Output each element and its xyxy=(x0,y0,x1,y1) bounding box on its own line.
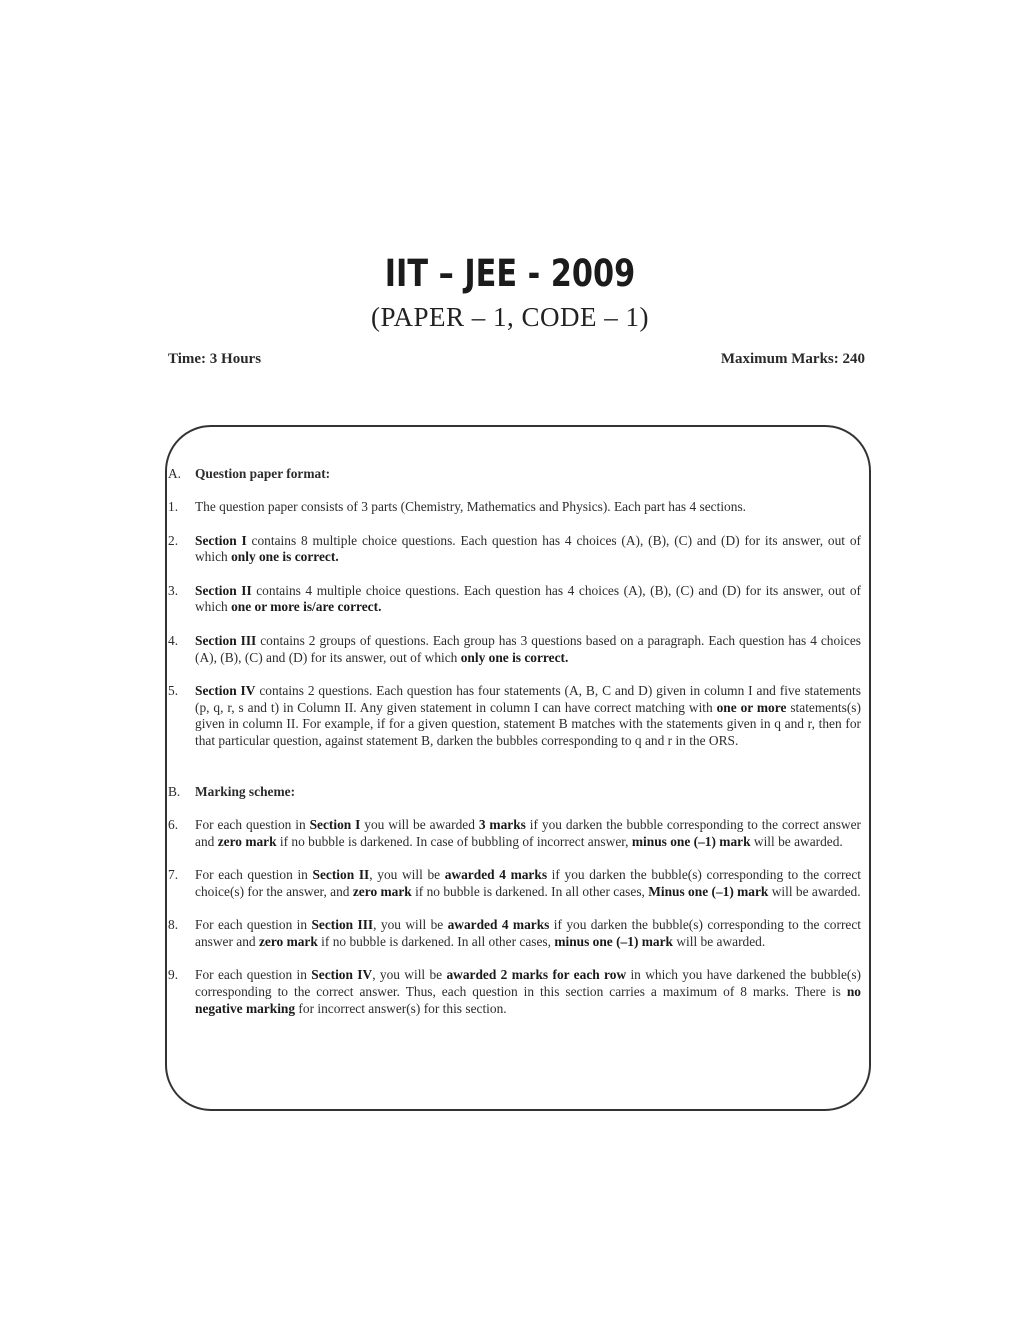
item-text xyxy=(195,917,861,951)
bold-term: Section II xyxy=(312,866,370,882)
bold-term: one or more xyxy=(716,699,787,715)
bold-term: Section II xyxy=(195,582,252,598)
text-run: , you will be xyxy=(372,967,447,983)
bold-term: one or more is/are correct. xyxy=(231,599,382,615)
exam-time: Time: 3 Hours xyxy=(168,351,262,367)
instruction-item-4 xyxy=(168,633,861,667)
text-run: contains 4 multiple choice questions. Each question has 4 choices (A), (B), (C) and (D) for its answer, out of which xyxy=(195,582,861,615)
item-text xyxy=(195,583,861,617)
item-text xyxy=(195,683,861,750)
section-a-heading xyxy=(168,466,861,483)
item-text xyxy=(195,633,861,667)
bold-term: Section I xyxy=(309,816,361,832)
text-run: if you darken the bubble corresponding to the correct answer and xyxy=(195,816,861,849)
section-b-heading xyxy=(168,784,861,801)
bold-term: zero mark xyxy=(352,883,412,899)
bold-term: awarded 2 marks for each row xyxy=(446,967,627,983)
item-text: The question paper consists of 3 parts (Chemistry, Mathematics and Physics). Each part has 4 sections. xyxy=(195,499,747,515)
text-run: For each question in xyxy=(195,866,313,882)
text-run: contains 8 multiple choice questions. Each question has 4 choices (A), (B), (C) and (D) for its answer, out of which xyxy=(195,532,861,565)
text-run: For each question in xyxy=(195,967,312,983)
item-number: 7. xyxy=(168,866,179,882)
section-a-label: A. xyxy=(168,466,182,481)
bold-term: Section I xyxy=(195,532,247,548)
text-run: if no bubble is darkened. In all other cases, xyxy=(411,883,649,899)
bold-term: Minus one (–1) mark xyxy=(648,883,769,899)
maximum-marks: Maximum Marks: 240 xyxy=(720,351,865,367)
text-run: if you darken the bubble(s) corresponding to the correct choice(s) for the answer, and xyxy=(195,866,862,899)
bold-term: Section III xyxy=(311,917,374,933)
instruction-item-8 xyxy=(168,917,861,951)
spacer xyxy=(168,767,861,784)
text-run: statements(s) given in column II. For example, if for a given question, statement B matches with the statements given in q and r, then for that particular question, against statement B, darken the bubbles corresponding to q and r in the ORS. xyxy=(195,699,861,749)
bold-term: zero mark xyxy=(258,933,318,949)
item-text xyxy=(195,867,861,901)
item-number: 3. xyxy=(168,582,179,598)
instruction-item-7 xyxy=(168,867,861,901)
bold-term: minus one (–1) mark xyxy=(631,833,751,849)
bold-term: Section IV xyxy=(195,682,256,698)
bold-term: no negative marking xyxy=(195,983,861,1016)
bold-term: minus one (–1) mark xyxy=(554,933,673,949)
text-run: will be awarded. xyxy=(768,883,861,899)
item-text xyxy=(195,967,861,1017)
instructions-list xyxy=(168,466,861,1034)
item-number: 6. xyxy=(168,816,179,832)
instruction-item-9 xyxy=(168,967,861,1017)
item-number: 8. xyxy=(168,917,179,933)
text-run: , you will be xyxy=(373,917,448,933)
bold-term: Section IV xyxy=(311,967,373,983)
text-run: For each question in xyxy=(195,816,310,832)
section-b-label: B. xyxy=(168,783,181,799)
page-title: IIT – JEE - 2009 xyxy=(384,252,636,295)
bold-term: 3 marks xyxy=(478,816,526,832)
section-a-title: Question paper format: xyxy=(195,466,331,481)
text-run: you will be awarded xyxy=(360,816,479,832)
instruction-item-5 xyxy=(168,683,861,750)
instruction-item-2 xyxy=(168,533,861,567)
text-run: if no bubble is darkened. In case of bubbling of incorrect answer, xyxy=(276,833,632,849)
item-number: 9. xyxy=(168,967,179,983)
section-b-title: Marking scheme: xyxy=(195,783,296,799)
text-run: contains 2 questions. Each question has four statements (A, B, C and D) given in column I and five statements (p, q, r, s and t) in Column II. Any given statement in column I can have correct matching with xyxy=(195,682,861,715)
item-text xyxy=(195,533,861,567)
text-run: , you will be xyxy=(369,866,445,882)
instruction-item-3 xyxy=(168,583,861,617)
text-run: if no bubble is darkened. In all other cases, xyxy=(317,933,555,949)
item-number: 1. xyxy=(168,499,179,515)
paper-code: (PAPER – 1, CODE – 1) xyxy=(370,302,650,332)
item-number: 4. xyxy=(168,632,179,648)
text-run: in which you have darkened the bubble(s) corresponding to the correct answer. Thus, each question in this section carries a maximum of 8 marks. There is xyxy=(195,967,862,999)
bold-term: awarded 4 marks xyxy=(447,917,550,933)
instruction-item-6 xyxy=(168,817,861,851)
item-number: 2. xyxy=(168,532,179,548)
text-run: will be awarded. xyxy=(750,833,843,849)
bold-term: only one is correct. xyxy=(231,549,339,565)
bold-term: Section III xyxy=(195,632,257,648)
text-run: will be awarded. xyxy=(673,933,766,949)
bold-term: only one is correct. xyxy=(460,649,569,665)
item-text xyxy=(195,817,861,851)
bold-term: zero mark xyxy=(217,833,277,849)
item-number: 5. xyxy=(168,682,179,698)
instruction-item-1 xyxy=(168,499,861,516)
text-run: contains 2 groups of questions. Each group has 3 questions based on a paragraph. Each question has 4 choices (A), (B), (C) and (D) for its answer, out of which xyxy=(195,632,861,665)
text-run: For each question in xyxy=(195,917,312,933)
text-run: for incorrect answer(s) for this section. xyxy=(295,1000,507,1016)
text-run: if you darken the bubble(s) corresponding to the correct answer and xyxy=(195,917,862,949)
bold-term: awarded 4 marks xyxy=(444,866,548,882)
